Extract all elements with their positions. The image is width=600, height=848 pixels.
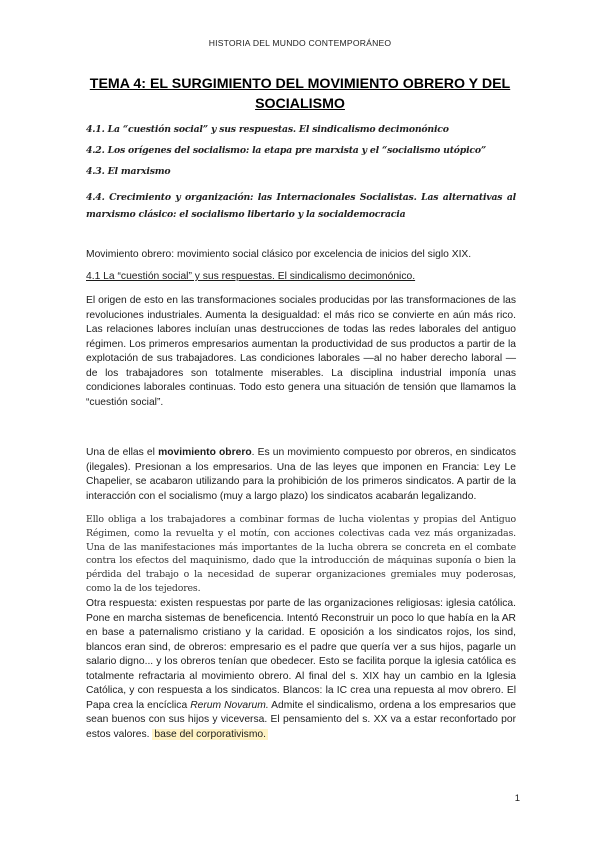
highlighted-phrase: base del corporativismo. bbox=[154, 728, 266, 740]
toc-item-4-4: 4.4. Crecimiento y organización: las Internacionales Socialistas. Las alternativas al marxismo clásico: el socialismo libertario y la socialdemocracia bbox=[86, 192, 516, 220]
title-line-2: SOCIALISMO bbox=[255, 96, 345, 112]
toc-item-4-1: 4.1. La “cuestión social” y sus respuestas. El sindicalismo decimonónico bbox=[86, 124, 449, 135]
paragraph-religious-response bbox=[86, 597, 516, 742]
page-title bbox=[80, 74, 520, 114]
intro-paragraph: Movimiento obrero: movimiento social clásico por excelencia de inicios del siglo XIX. bbox=[86, 249, 472, 260]
paragraph-workers-movement bbox=[86, 446, 516, 504]
toc-item-4-2: 4.2. Los orígenes del socialismo: la etapa pre marxista y el “socialismo utópico” bbox=[86, 145, 487, 156]
p3-text-before: Otra respuesta: existen respuestas por parte de las organizaciones religiosas: iglesia católica. Pone en marcha sistemas de beneficencia. Intentó Reconstruir un poco lo que había en la AR en base a paternalismo cristiano y la caridad. E oposición a los sindicatos rojos, los sind, blancos eran sind, de obreros: empresario es el padre que quería ver a sus hijos, pagarle un salario digno... y los obreros tenían que obedecer. Esto se facilita porque la iglesia católica es totalmente refractaria al movimiento obrero. Al final del s. XIX hay un cambio en la Iglesia Católica, y con respuesta a los sindicatos. Blancos: la IC crea una repuesta al mov obrero. El Papa crea la encíclica bbox=[86, 598, 516, 711]
paragraph-social-question: El origen de esto en las transformaciones sociales producidas por las transformaciones de las revoluciones industriales. Aumenta la desigualdad: el más rico se convierte en aún más rico. Las relaciones labores incluían unas destrucciones de todas las redes laborales del antiguo régimen. Los primeros empresarios aumentan la productividad de sus productos a partir de la explotación de sus trabajadores. Las condiciones laborales —al no haber derecho laboral — de los trabajadores son totalmente miserables. La disciplina industrial imponía unas condiciones laborales continuas. Todo esto genera una situación de tensión que llamamos la “cuestión social”. bbox=[86, 295, 516, 408]
p2-text-after: . Es un movimiento compuesto por obreros, en sindicatos (ilegales). Presionan a los empresarios. Una de las leyes que imponen en Francia: Ley Le Chapelier, se acabaron utilizando para la prohibición de los primeros sindicatos. A partir de la interacción con el socialismo (muy a largo plazo) los sindicatos acabarán legalizando. bbox=[86, 447, 516, 502]
section-subheading: 4.1 La “cuestión social” y sus respuestas. El sindicalismo decimonónico. bbox=[86, 271, 416, 282]
title-line-1: TEMA 4: EL SURGIMIENTO DEL MOVIMIENTO OBRERO Y DEL bbox=[89, 76, 511, 92]
running-header: HISTORIA DEL MUNDO CONTEMPORÁNEO bbox=[208, 38, 392, 48]
p3-encyclical-title: Rerum Novarum. bbox=[190, 699, 269, 711]
p2-bold-term: movimiento obrero bbox=[158, 447, 252, 458]
p2-text-before: Una de ellas el bbox=[86, 447, 159, 458]
p3-text-after: Admite el sindicalismo, ordena a los empresarios que sean buenos con sus hijos y viceversa. El pensamiento del s. XX va a estar reconfortado por estos valores. bbox=[86, 699, 517, 740]
quoted-passage: Ello obliga a los trabajadores a combinar formas de lucha violentas y propias del Antiguo Régimen, como la revuelta y el motín, con acciones colectivas cada vez más organizadas. Una de las manifestaciones más importantes de la lucha obrera se concreta en el combate contra los efectos del maquinismo, dado que la introducción de máquinas suponía o bien la pérdida del trabajo o la necesidad de superar organizaciones gremiales muy poderosas, como la de los tejedores. bbox=[86, 514, 516, 594]
toc-item-4-3: 4.3. El marxismo bbox=[86, 166, 171, 177]
page-number: 1 bbox=[514, 793, 520, 804]
